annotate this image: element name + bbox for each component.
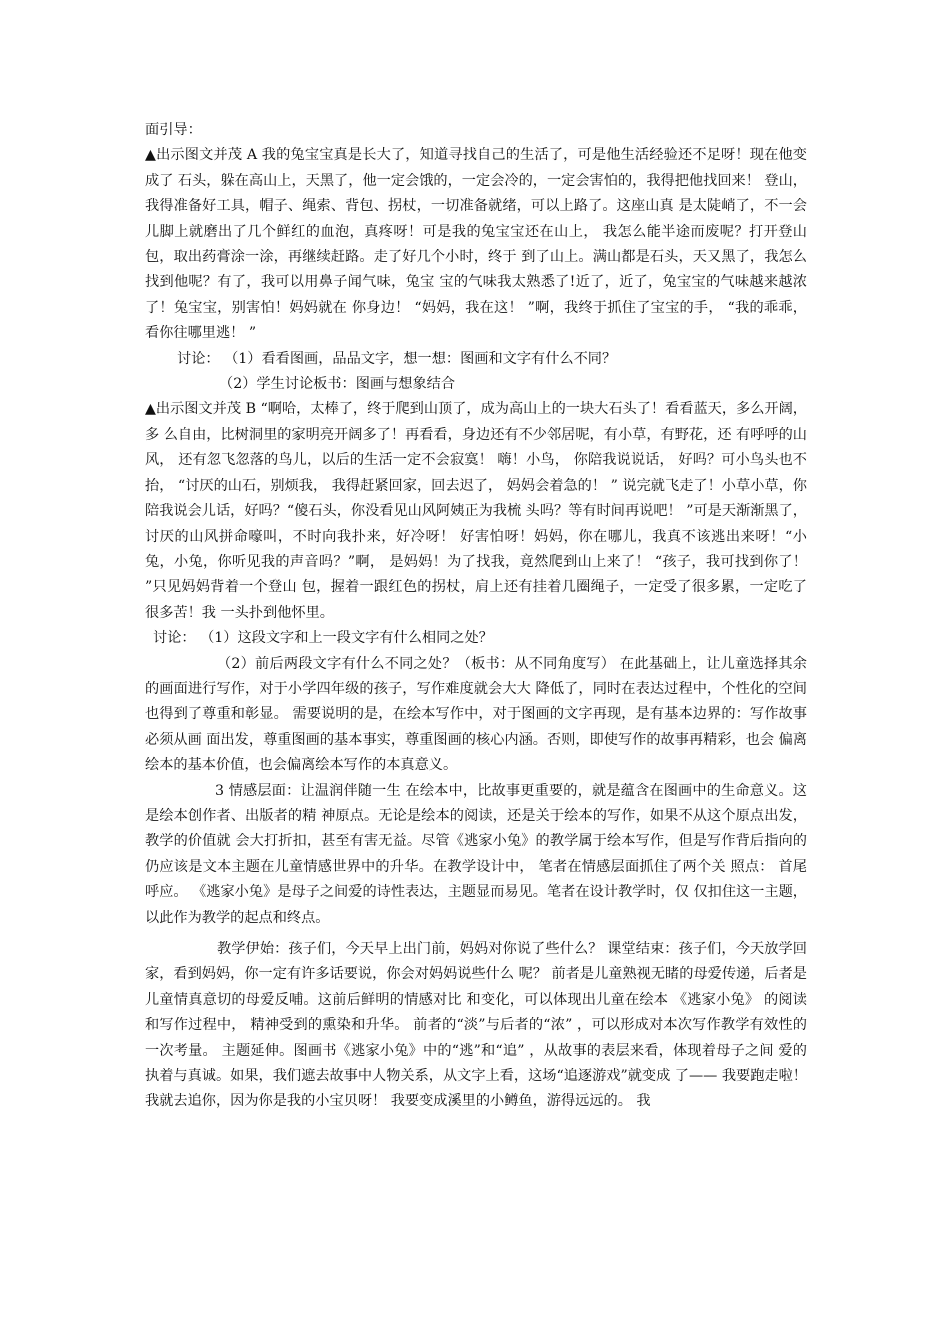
paragraph-discussion-b2: （2）前后两段文字有什么不同之处？（板书：从不同角度写） 在此基础上，让儿童选择其余的画面进行写作，对于小学四年级的孩子，写作难度就会大大 降低了，同时在表达过程中，个性化的空间也得到了尊重和彰显。 需要说明的是，在绘本写作中，对于图画的文字再现，是有基本边界的：写作故事必须从画 面出发，尊重图画的基本事实，尊重图画的核心内涵。否则，即使写作的故事再精彩，也会 偏离绘本的基本价值，也会偏离绘本写作的本真意义。: [145, 655, 807, 774]
document-page: [145, 118, 807, 1115]
paragraph-discussion-b1: 讨论： （1）这段文字和上一段文字有什么相同之处？: [153, 630, 493, 647]
paragraph-discussion-a2: （2）学生讨论板书：图画与想象结合: [219, 376, 456, 393]
paragraph-text-b: ▲出示图文并茂 B “啊哈，太棒了，终于爬到山顶了，成为高山上的一块大石头了！看看蓝天，多么开阔，多 么自由，比树洞里的家明亮开阔多了！再看看，身边还有不少邻居呢，有小草，有野花，还 有呼呼的山风， 还有忽飞忽落的鸟儿，以后的生活一定不会寂寞！ 嗨！小鸟， 你陪我说说话， 好吗？可小鸟头也不抬， “讨厌的山石，别烦我， 我得赶紧回家，回去迟了， 妈妈会着急的！ ” 说完就飞走了！小草小草，你陪我说会儿话，好吗？“傻石头，你没看见山风阿姨正为我梳 头吗？等有时间再说吧！ ”可是天渐渐黑了，讨厌的山风拼命嚎叫，不时向我扑来，好冷呀！ 好害怕呀！妈妈，你在哪儿，我真不该逃出来呀！“小兔，小兔，你听见我的声音吗？”啊， 是妈妈！为了找我，竟然爬到山上来了！ “孩子，我可找到你了！ ”只见妈妈背着一个登山 包，握着一跟红色的拐杖，肩上还有挂着几圈绳子，一定受了很多累，一定吃了很多苦！我 一头扑到他怀里。: [145, 401, 807, 621]
paragraph-discussion-a1: 讨论： （1）看看图画，品品文字，想一想：图画和文字有什么不同？: [177, 350, 617, 367]
paragraph-intro: 面引导：: [145, 122, 202, 138]
paragraph-text-a: ▲出示图文并茂 A 我的兔宝宝真是长大了，知道寻找自己的生活了，可是他生活经验还不足呀！现在他变成了 石头，躲在高山上，天黑了，他一定会饿的，一定会冷的，一定会害怕的，我得把他找回来！ 登山，我得准备好工具，帽子、绳索、背包、拐杖，一切准备就绪，可以上路了。这座山真 是太陡峭了，不一会儿脚上就磨出了几个鲜红的血泡，真疼呀！可是我的兔宝宝还在山上， 我怎么能半途而废呢？打开登山包，取出药膏涂一涂，再继续赶路。走了好几个小时，终于 到了山上。满山都是石头，天又黑了，我怎么找到他呢？有了，我可以用鼻子闻气味，兔宝 宝的气味我太熟悉了!近了，近了，兔宝宝的气味越来越浓了！兔宝宝，别害怕！妈妈就在 你身边！ “妈妈，我在这！ ”啊，我终于抓住了宝宝的手， “我的乖乖，看你往哪里逃！ ”: [145, 147, 807, 342]
paragraph-teaching: 教学伊始：孩子们，今天早上出门前，妈妈对你说了些什么？ 课堂结束：孩子们，今天放学回家，看到妈妈，你一定有许多话要说，你会对妈妈说些什么 呢？ 前者是儿童熟视无睹的母爱传递，后者是儿童情真意切的母爱反哺。这前后鲜明的情感对比 和变化，可以体现出儿童在绘本 《逃家小兔》 的阅读和写作过程中， 精神受到的熏染和升华。 前者的“淡”与后者的“浓” ，可以形成对本次写作教学有效性的一次考量。 主题延伸。图画书《逃家小兔》中的“逃”和“追” ，从故事的表层来看，体现着母子之间 爱的执着与真诚。如果，我们遮去故事中人物关系，从文字上看，这场“追逐游戏”就变成 了—— 我要跑走啦！ 我就去追你，因为你是我的小宝贝呀！ 我要变成溪里的小鳟鱼，游得远远的。 我: [145, 941, 807, 1110]
paragraph-emotion-level: 3 情感层面：让温润伴随一生 在绘本中，比故事更重要的，就是蕴含在图画中的生命意义。这是绘本创作者、出版者的精 神原点。无论是绘本的阅读，还是关于绘本的写作，如果不从这个原点出发，教学的价值就 会大打折扣，甚至有害无益。尽管《逃家小兔》的教学属于绘本写作，但是写作背后指向的 仍应该是文本主题在儿童情感世界中的升华。在教学设计中， 笔者在情感层面抓住了两个关 照点： 首尾呼应。 《逃家小兔》是母子之间爱的诗性表达，主题显而易见。笔者在设计教学时，仅 仅扣住这一主题，以此作为教学的起点和终点。: [145, 782, 807, 926]
